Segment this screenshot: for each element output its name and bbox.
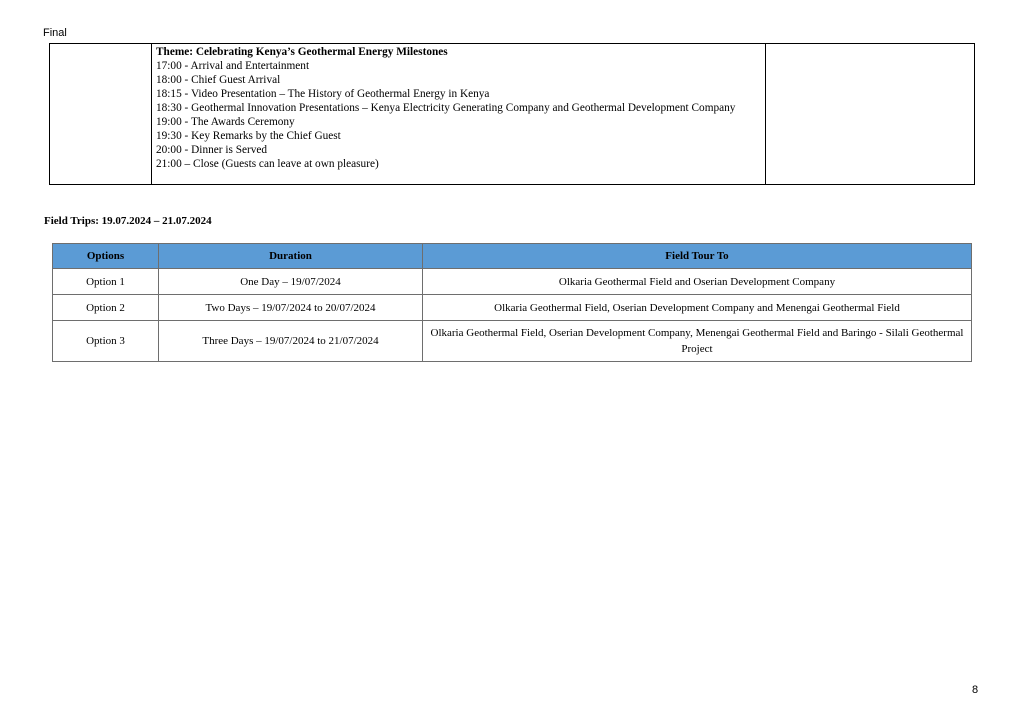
page-number: 8 [972,684,979,696]
document-status-label: Final [43,27,67,39]
program-schedule-cell [152,44,766,185]
program-item: 20:00 - Dinner is Served [156,144,268,156]
table-header-row [53,244,972,269]
field-tour-cell: Olkaria Geothermal Field and Oserian Development Company [423,269,972,295]
column-header-duration: Duration [159,244,423,269]
option-cell: Option 3 [53,321,159,362]
table-row [53,321,972,362]
option-cell: Option 2 [53,295,159,321]
program-item: 18:30 - Geothermal Innovation Presentations – Kenya Electricity Generating Company and Geothermal Development Company [156,102,736,114]
program-item: 21:00 – Close (Guests can leave at own pleasure) [156,158,379,170]
table-row [53,269,972,295]
field-tour-cell: Olkaria Geothermal Field, Oserian Development Company, Menengai Geothermal Field and Baringo - Silali Geothermal Project [423,321,972,362]
program-item: 19:30 - Key Remarks by the Chief Guest [156,130,341,142]
duration-cell: Two Days – 19/07/2024 to 20/07/2024 [159,295,423,321]
column-header-field-tour: Field Tour To [423,244,972,269]
evening-program-table [49,43,975,185]
field-trips-table [52,243,972,362]
program-item: 17:00 - Arrival and Entertainment [156,60,310,72]
program-item: 18:00 - Chief Guest Arrival [156,74,281,86]
table-cell-empty-right [766,44,975,185]
program-theme: Theme: Celebrating Kenya’s Geothermal Energy Milestones [156,46,448,58]
program-item: 19:00 - The Awards Ceremony [156,116,295,128]
table-row [50,44,975,185]
field-trips-heading: Field Trips: 19.07.2024 – 21.07.2024 [44,215,212,227]
program-item: 18:15 - Video Presentation – The History of Geothermal Energy in Kenya [156,88,490,100]
column-header-options: Options [53,244,159,269]
duration-cell: One Day – 19/07/2024 [159,269,423,295]
table-cell-empty-left [50,44,152,185]
duration-cell: Three Days – 19/07/2024 to 21/07/2024 [159,321,423,362]
table-row [53,295,972,321]
option-cell: Option 1 [53,269,159,295]
field-tour-cell: Olkaria Geothermal Field, Oserian Development Company and Menengai Geothermal Field [423,295,972,321]
